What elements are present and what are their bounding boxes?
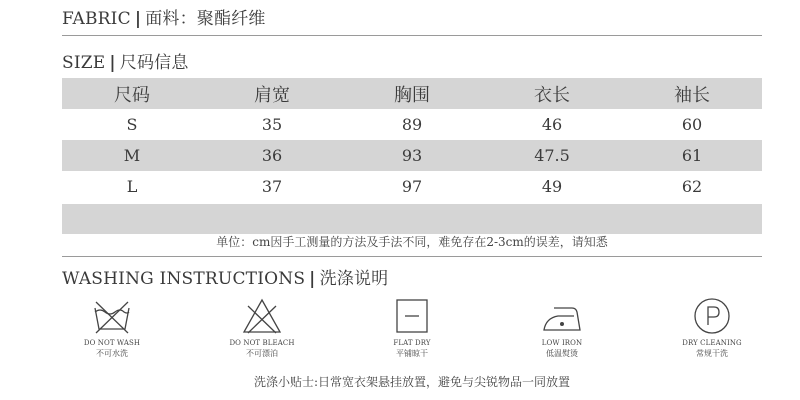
table-header-row (62, 78, 762, 109)
washing-header (62, 264, 388, 289)
wash-item-no-bleach (212, 296, 312, 359)
wash-item-no-wash (62, 296, 162, 359)
fabric-header (62, 4, 266, 29)
wash-label-cn: 常规干洗 (696, 349, 728, 358)
flat-dry-icon (390, 296, 434, 336)
washing-label-en: WASHING INSTRUCTIONS (62, 269, 306, 289)
wash-label-cn: 不可水洗 (96, 349, 128, 358)
table-cell: 36 (261, 146, 283, 165)
table-cell: 89 (401, 115, 423, 134)
no-bleach-icon (240, 296, 284, 336)
header-cell: 袖长 (674, 84, 710, 106)
size-label-cn: 尺码信息 (119, 53, 189, 73)
table-cell: 93 (401, 146, 423, 165)
table-row (62, 171, 762, 202)
low-iron-icon (540, 296, 584, 336)
header-cell: 衣长 (534, 84, 570, 106)
table-cell: 49 (541, 177, 563, 196)
wash-label-en: LOW IRON (541, 339, 583, 347)
table-cell: 61 (681, 146, 703, 165)
washing-tip: 洗涤小贴士:日常宽衣架悬挂放置，避免与尖锐物品一同放置 (253, 375, 571, 389)
header-separator: | (309, 269, 316, 289)
table-cell: 62 (681, 177, 703, 196)
measurement-note: 单位：cm因手工测量的方法及手法不同，难免存在2-3cm的误差，请知悉 (216, 235, 608, 249)
table-empty-row (62, 204, 762, 234)
wash-label-cn: 不可漂泊 (246, 349, 278, 358)
divider (62, 256, 762, 257)
wash-label-en: DRY CLEANING (682, 339, 742, 347)
table-row (62, 109, 762, 140)
header-cell: 胸围 (394, 84, 430, 106)
wash-label-en: DO NOT WASH (83, 339, 141, 347)
header-cell: 尺码 (114, 84, 150, 106)
wash-item-low-iron (512, 296, 612, 359)
header-cell: 肩宽 (254, 84, 290, 106)
table-cell: 60 (681, 115, 703, 134)
table-cell: 46 (541, 115, 563, 134)
table-cell: 47.5 (534, 146, 570, 165)
washing-label-cn: 洗涤说明 (319, 269, 389, 289)
table-cell: 35 (261, 115, 283, 134)
table-cell: S (126, 115, 138, 134)
wash-item-flat-dry (362, 296, 462, 359)
wash-label-en: FLAT DRY (393, 339, 431, 347)
table-cell: L (126, 177, 138, 196)
wash-label-en: DO NOT BLEACH (229, 339, 295, 347)
header-separator: | (109, 53, 116, 73)
wash-label-cn: 平铺晾干 (396, 349, 428, 358)
header-separator: | (134, 9, 142, 29)
no-wash-icon (90, 296, 134, 336)
wash-label-cn: 低温熨烫 (546, 349, 578, 358)
dry-clean-icon (690, 296, 734, 336)
size-table (62, 78, 762, 234)
table-cell: 97 (401, 177, 423, 196)
wash-item-dry-clean (662, 296, 762, 359)
size-header (62, 48, 189, 73)
fabric-label-cn: 面料：聚酯纤维 (145, 9, 266, 29)
divider (62, 35, 762, 36)
fabric-label-en: FABRIC (62, 9, 131, 29)
table-row (62, 140, 762, 171)
size-label-en: SIZE (62, 53, 106, 73)
table-cell: M (123, 146, 141, 165)
table-cell: 37 (261, 177, 283, 196)
washing-icons (62, 296, 762, 359)
